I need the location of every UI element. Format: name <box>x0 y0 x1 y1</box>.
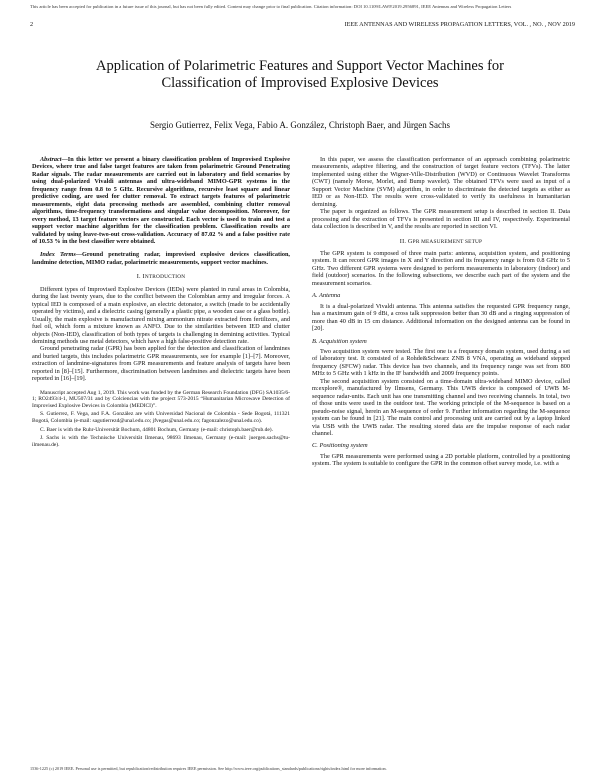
left-column <box>32 156 290 448</box>
acquisition-paragraph-2: The second acquisition system consisted on a time-domain ultra-wideband MIMO device, called m:explore®, manufactured by Ilmsens, Germany. This UWB device is composed of UWB M-sequence radar-units. Each unit has one transmitting channel and two receiving channels. In total, two of those units were used in the outdoor test. The working principle of the M-sequence is based on a pseudo-noise signal, herein an M-sequence of order 9. Further information regarding the M-sequence system can be found in [21]. The main control and processing unit are carried out by a laptop linked via USB with the UWB radar. The resulting stored data are the impulse response of each radar channel. <box>312 377 570 437</box>
intro-paragraph-1: Different types of Improvised Explosive Devices (IEDs) were planted in rural areas in Colombia, during the last twenty years, due to the conflict between the Colombian army and irregular forces. A typical IED is composed of a main explosive, an electric detonator, a switch (made to be accidentally operated by victims), and a dielectric casing (generally a plastic pipe, a wooden case or a glass bottle). Usually, the main explosive is manufactured mixing ammonium nitrate extracted from fertilizers, and fuel oil, which form a mixture known as ANFO. Due to the similarities between IED and clutter objects (Non-IED), classification of both types of targets is challenging in demining activities. Typical demining methods use metal detectors, which have a high false-positive detection rate. <box>32 285 290 345</box>
index-terms <box>32 251 290 266</box>
author-list: Sergio Gutierrez, Felix Vega, Fabio A. González, Christoph Baer, and Jürgen Sachs <box>149 120 451 130</box>
page-number: 2 <box>30 21 34 28</box>
index-terms-lead: Index Terms <box>40 251 76 259</box>
intro-paragraph-2: Ground penetrating radar (GPR) has been applied for the detection and classification of landmines and buried targets, this includes polarimetric GPR measurements, see for example [1]–[7]. Moreover, extraction of landmine-signatures from GPR measurements and feature analysis of targets have been reported in [8]–[15]. Furthermore, discrimination between landmines and dielectric targets have been reported in [16]–[19]. <box>32 345 290 383</box>
footnotes <box>32 390 290 449</box>
abstract <box>32 156 290 245</box>
antenna-paragraph: It is a dual-polarized Vivaldi antenna. This antenna satisfies the requested GPR frequency range, has a maximum gain of 9 dBi, a cross talk suppression better than 30 dB and a ringing suppression of more than 40 dB in 15 cm distance. Additional information on the designed antenna can be found in [20]. <box>312 302 570 333</box>
abstract-text: —In this letter we present a binary classification problem of Improvised Explosive Devices, where true and false target features are taken from polarimetric Ground Penetrating Radar signals. The radar measurements are carried out in laboratory and field scenarios by using dual-polarized Vivaldi antennas and ultra-wideband MIMO-GPR systems in the frequency range from 0.8 to 5 GHz. Recursive algorithms, recursive least square and linear predictive coding, are used for clutter removal. To extract targets features of polarimetric measurements, eight data processing methods are assembled, combining clutter removal algorithms, time-frequency transformations and singular value decomposition. Moreover, for every method, 13 target feature vectors are constructed. Each vector is used to train and test a support vector machine algorithm for the classification problem. Classification results are validated by using leave-two-out cross-validation. Accuracy of 87.02 % and a false positive rate of 10.53 % in the best classifier were obtained. <box>32 156 290 245</box>
footnote-affiliation-2: C. Baer is with the Ruhr-Universität Bochum, 44801 Bochum, Germany (e-mail: christoph.baer@rub.de). <box>40 426 274 433</box>
copyright-notice: 1536-1225 (c) 2019 IEEE. Personal use is permitted, but republication/redistribution requires IEEE permission. See http://www.ieee.org/publications_standards/publications/rights/index.html for more information. <box>30 766 387 771</box>
subsection-heading-antenna: A. Antenna <box>312 292 341 300</box>
title-line-2: Classification of Improvised Explosive Devices <box>161 75 439 91</box>
subsection-heading-acquisition: B. Acquisition system <box>312 337 367 345</box>
gpr-setup-paragraph: The GPR system is composed of three main parts: antenna, acquisition system, and positioning system. It can record GPR images in X and Y direction and its frequency range is from 0.8 GHz to 5 GHz. Two different GPR systems were designed to perform measurements in laboratory (indoor) and field (outdoor) scenarios. In the following subsections, we describe each part of the system and the measurement scenarios. <box>312 249 570 287</box>
section-heading-introduction: I. INTRODUCTION <box>136 273 186 281</box>
running-header <box>30 20 575 29</box>
title-line-1: Application of Polarimetric Features and Support Vector Machines for <box>95 58 505 74</box>
index-terms-text: —Ground penetrating radar, improvised explosive devices classification, landmine detection, MIMO radar, polarimetric measurements, support vector machines. <box>32 251 290 266</box>
subsection-heading-positioning: C. Positioning system <box>312 442 368 450</box>
accepted-article-notice: This article has been accepted for publication in a future issue of this journal, but has not been fully edited. Content may change prior to final publication. Citation information: DOI 10.1109/LAWP.2019.2956891, IEEE Antennas and Wireless Propagation Letters <box>30 4 512 9</box>
right-column <box>312 156 570 468</box>
positioning-paragraph: The GPR measurements were performed using a 2D portable platform, controlled by a positioning system. The system is suitable to configure the GPR in the common offset survey mode, i.e. with a <box>312 452 570 468</box>
footnote-affiliation-3: J. Sachs is with the Technische Universität Ilmenau, 98693 Ilmenau, Germany (e-mail: juergen.sachs@tu-ilmenau.de). <box>32 435 290 448</box>
abstract-lead: Abstract <box>40 156 62 163</box>
paper-title <box>40 58 560 92</box>
intro-paragraph-4: The paper is organized as follows. The GPR measurement setup is described in section II. Data processing and the extraction of TFVs is presented in section III and IV, respectively. Experimental data collection is described in V, and the results are reported in section VI. <box>312 208 570 231</box>
section-heading-gpr-setup: II. GPR MEASUREMENT SETUP <box>399 237 483 245</box>
intro-paragraph-3: In this paper, we assess the classification performance of an approach combining polarimetric measurements, adaptive filtering, and the construction of target feature vectors (TFVs). The latter implemented using either the Wigner-Ville-Distribution (WVD) or Continuous Wavelet Transforms (CWT) (namely Morse, Morlet, and Bump wavelet). The obtained TFVs were used as input of a Support Vector Machine (SVM) algorithm, in order to discriminate the detected targets as either as IED or as Non-IED. The results were cross-validated to verify its usefulness in humanitarian demining. <box>312 156 570 208</box>
footnote-affiliation-1: S. Gutierrez, F. Vega, and F.A. González are with Universidad Nacional de Colombia - Sede Bogotá, 111321 Bogotá, Colombia (e-mail: sagutierrezd@unal.edu.co; jfvegas@unal.edu.co; fagonzalezo@unal.edu.co). <box>32 411 290 425</box>
footnote-manuscript: Manuscript accepted Aug 1, 2019. This work was funded by the German Research Foundation (DFG) SA1035/6-1; RO2493/4-1, MU507/31 and by Colciencias with the project 573-2015 “Humanitarian Microwave Detection of Improvised Explosive Devices in Colombia (MEDICI)”. <box>32 389 290 409</box>
journal-header: IEEE ANTENNAS AND WIRELESS PROPAGATION LETTERS, VOL. , NO. , NOV 2019 <box>344 21 575 28</box>
acquisition-paragraph-1: Two acquisition system were tested. The first one is a frequency domain system, used during a set of laboratory test. It consisted of a Rohde&Schwarz ZNB 8 VNA, operating as wideband stepped frequency (SFCW) radar. This device has two channels, and its frequency range was set from 800 MHz to 5 GHz with 1 kHz in the IF bandwidth and 2009 frequency points. <box>312 347 570 378</box>
